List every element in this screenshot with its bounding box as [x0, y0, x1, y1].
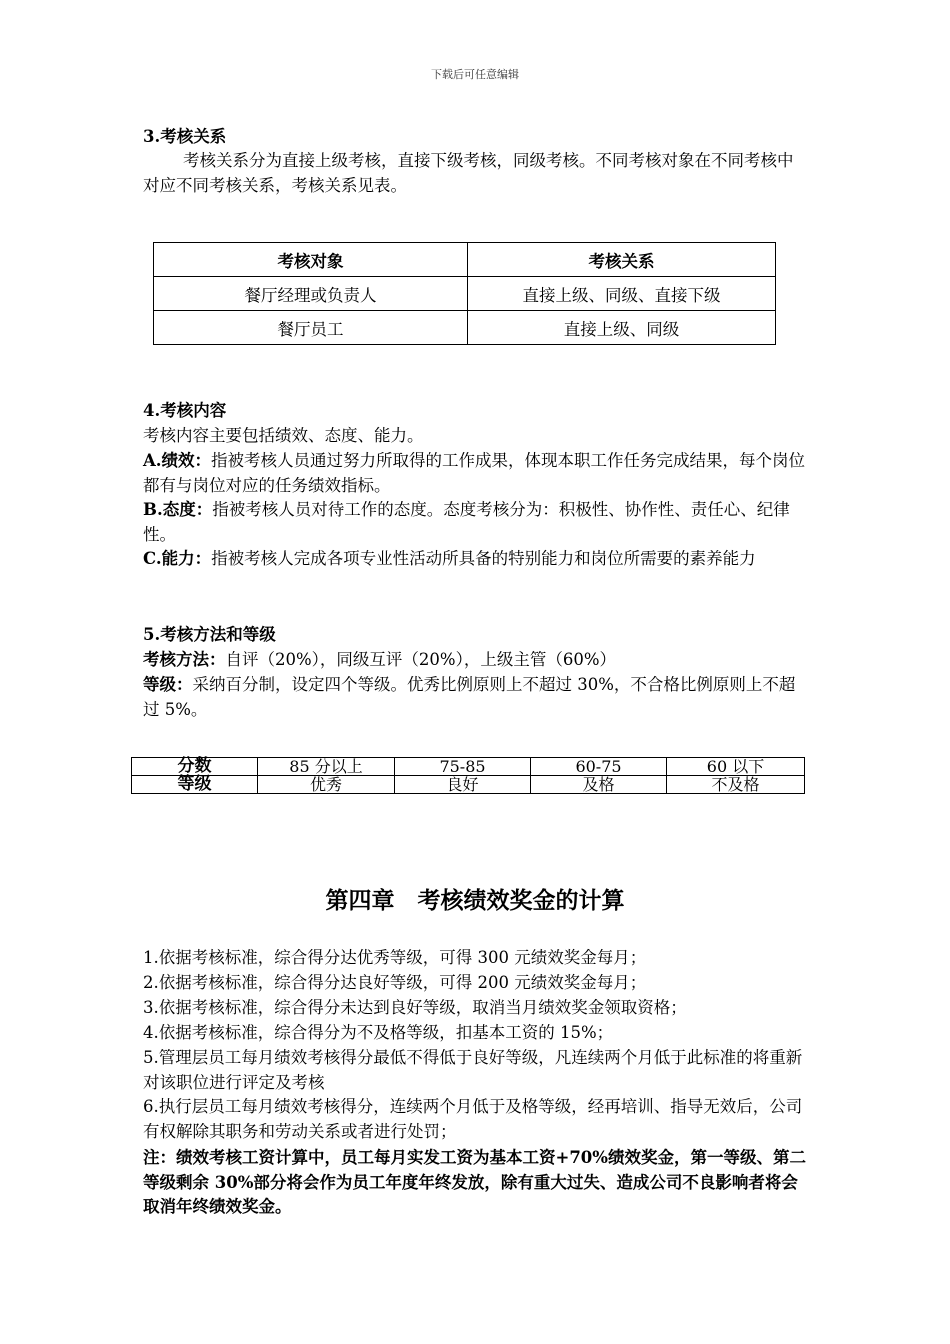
- page-header: 下载后可任意编辑: [431, 68, 519, 81]
- list-item: 4.依据考核标准，综合得分为不及格等级，扣基本工资的 15%；: [143, 1023, 614, 1042]
- table-cell: 85 分以上: [258, 758, 395, 776]
- table-cell: 60-75: [531, 758, 667, 776]
- table-cell: 餐厅员工: [154, 311, 468, 345]
- item-text: 自评（20%），同级互评（20%），上级主管（60%）: [225, 650, 617, 669]
- table-cell: 优秀: [258, 776, 395, 794]
- table-row-label: 等级: [132, 776, 258, 794]
- section-4-item-b: [143, 498, 809, 547]
- item-label: 考核方法：: [143, 650, 226, 669]
- table-header-cell: 考核对象: [154, 243, 468, 277]
- item-label: 等级：: [143, 675, 193, 694]
- table-row: [154, 277, 776, 311]
- table-cell: 餐厅经理或负责人: [154, 277, 468, 311]
- item-text: 采纳百分制，设定四个等级。优秀比例原则上不超过 30%，不合格比例原则上不超过 5%。: [143, 675, 796, 719]
- item-label: B.态度：: [143, 500, 213, 519]
- section-3-heading: 3.考核关系: [143, 127, 227, 146]
- relationship-table: [153, 242, 776, 345]
- section-5-method: [143, 648, 809, 673]
- table-row: [154, 311, 776, 345]
- item-label: C.能力：: [143, 549, 212, 568]
- table-cell: 75-85: [395, 758, 531, 776]
- table-header-row: [154, 243, 776, 277]
- item-text: 指被考核人员通过努力所取得的工作成果，体现本职工作任务完成结果，每个岗位都有与岗位对应的任务绩效指标。: [143, 451, 806, 495]
- section-5-grade: [143, 673, 809, 722]
- item-label: A.绩效：: [143, 451, 212, 470]
- section-4-heading: 4.考核内容: [143, 401, 227, 420]
- list-item: 2.依据考核标准，综合得分达良好等级，可得 200 元绩效奖金每月；: [143, 973, 647, 992]
- grade-table: [131, 757, 805, 794]
- section-3-text: 考核关系分为直接上级考核，直接下级考核，同级考核。不同考核对象在不同考核中对应不同考核关系，考核关系见表。: [143, 151, 794, 195]
- table-cell: 不及格: [667, 776, 805, 794]
- table-row-label: 分数: [132, 758, 258, 776]
- note-paragraph: 注：绩效考核工资计算中，员工每月实发工资为基本工资+70%绩效奖金，第一等级、第二等级剩余 30%部分将会作为员工年度年终发放，除有重大过失、造成公司不良影响者将会取消年终绩效奖金。: [143, 1148, 806, 1216]
- section-5-heading: 5.考核方法和等级: [143, 625, 276, 644]
- table-cell: 60 以下: [667, 758, 805, 776]
- list-item: 1.依据考核标准，综合得分达优秀等级，可得 300 元绩效奖金每月；: [143, 948, 647, 967]
- table-row: [132, 776, 805, 794]
- list-item: 6.执行层员工每月绩效考核得分，连续两个月低于及格等级，经再培训、指导无效后，公司有权解除其职务和劳动关系或者进行处罚；: [143, 1097, 803, 1141]
- table-row: [132, 758, 805, 776]
- item-text: 指被考核人完成各项专业性活动所具备的特别能力和岗位所需要的素养能力: [211, 549, 756, 568]
- table-cell: 及格: [531, 776, 667, 794]
- table-cell: 直接上级、同级: [468, 311, 776, 345]
- table-cell: 直接上级、同级、直接下级: [468, 277, 776, 311]
- list-item: 5.管理层员工每月绩效考核得分最低不得低于良好等级，凡连续两个月低于此标准的将重新对该职位进行评定及考核: [143, 1048, 803, 1092]
- item-text: 指被考核人员对待工作的态度。态度考核分为：积极性、协作性、责任心、纪律性。: [143, 500, 790, 544]
- section-4-intro: 考核内容主要包括绩效、态度、能力。: [143, 426, 424, 445]
- section-4-item-a: [143, 449, 809, 498]
- table-header-cell: 考核关系: [468, 243, 776, 277]
- list-item: 3.依据考核标准，综合得分未达到良好等级，取消当月绩效奖金领取资格；: [143, 998, 687, 1017]
- table-cell: 良好: [395, 776, 531, 794]
- section-4-item-c: [143, 547, 809, 572]
- chapter-title: 第四章 考核绩效奖金的计算: [325, 887, 625, 914]
